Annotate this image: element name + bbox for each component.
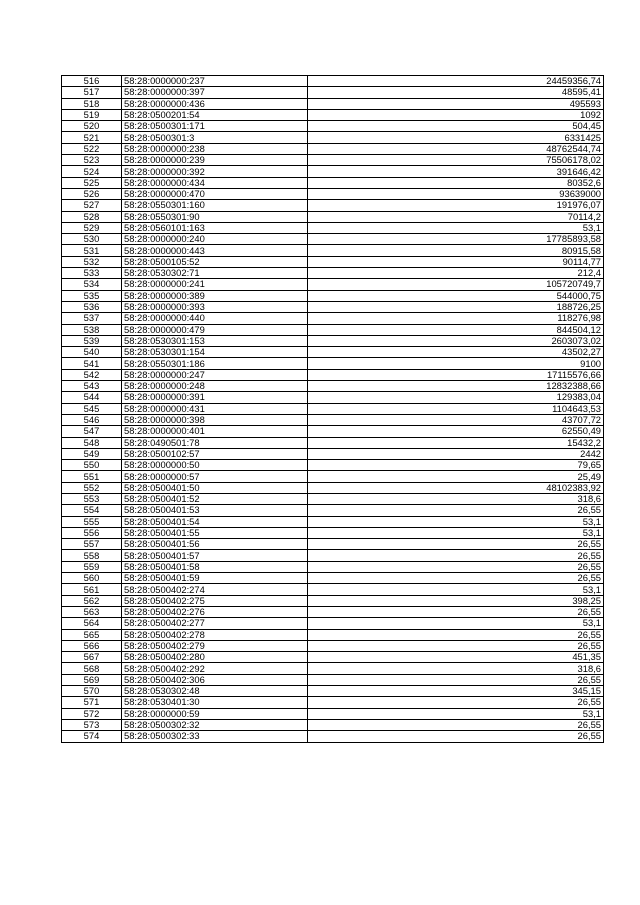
table-row: [62, 188, 604, 199]
table-row: [62, 414, 604, 425]
value-cell: 80915,58: [308, 245, 604, 256]
row-number-cell: 567: [62, 652, 122, 663]
table-row: [62, 652, 604, 663]
row-number-cell: 563: [62, 606, 122, 617]
cadastral-number-cell: 58:28:0000000:397: [122, 87, 308, 98]
table-row: [62, 347, 604, 358]
cadastral-number-cell: 58:28:0500201:54: [122, 109, 308, 120]
value-cell: 25,49: [308, 471, 604, 482]
table-row: [62, 335, 604, 346]
row-number-cell: 527: [62, 200, 122, 211]
table-row: [62, 279, 604, 290]
value-cell: 398,25: [308, 595, 604, 606]
cadastral-number-cell: 58:28:0000000:431: [122, 403, 308, 414]
table-row: [62, 200, 604, 211]
cadastral-number-cell: 58:28:0530301:154: [122, 347, 308, 358]
value-cell: 48595,41: [308, 87, 604, 98]
table-row: [62, 584, 604, 595]
cadastral-number-cell: 58:28:0490501:78: [122, 437, 308, 448]
row-number-cell: 547: [62, 426, 122, 437]
row-number-cell: 528: [62, 211, 122, 222]
row-number-cell: 538: [62, 324, 122, 335]
row-number-cell: 555: [62, 516, 122, 527]
table-row: [62, 87, 604, 98]
cadastral-number-cell: 58:28:0000000:57: [122, 471, 308, 482]
table-row: [62, 482, 604, 493]
table-row: [62, 516, 604, 527]
cadastral-number-cell: 58:28:0000000:391: [122, 392, 308, 403]
cadastral-number-cell: 58:28:0500401:52: [122, 493, 308, 504]
value-cell: 90114,77: [308, 256, 604, 267]
row-number-cell: 541: [62, 358, 122, 369]
value-cell: 544000,75: [308, 290, 604, 301]
cadastral-number-cell: 58:28:0000000:50: [122, 460, 308, 471]
value-cell: 26,55: [308, 561, 604, 572]
value-cell: 93639000: [308, 188, 604, 199]
cadastral-number-cell: 58:28:0500102:57: [122, 448, 308, 459]
cadastral-number-cell: 58:28:0000000:443: [122, 245, 308, 256]
cadastral-number-cell: 58:28:0500401:53: [122, 505, 308, 516]
table-row: [62, 369, 604, 380]
row-number-cell: 544: [62, 392, 122, 403]
cadastral-number-cell: 58:28:0560101:163: [122, 222, 308, 233]
value-cell: 26,55: [308, 505, 604, 516]
row-number-cell: 525: [62, 177, 122, 188]
cadastral-number-cell: 58:28:0500402:292: [122, 663, 308, 674]
cadastral-value-table: [61, 75, 604, 743]
row-number-cell: 518: [62, 98, 122, 109]
row-number-cell: 553: [62, 493, 122, 504]
value-cell: 43502,27: [308, 347, 604, 358]
cadastral-number-cell: 58:28:0530302:71: [122, 268, 308, 279]
row-number-cell: 557: [62, 539, 122, 550]
value-cell: 53,1: [308, 516, 604, 527]
row-number-cell: 539: [62, 335, 122, 346]
row-number-cell: 570: [62, 686, 122, 697]
value-cell: 12832388,66: [308, 381, 604, 392]
cadastral-number-cell: 58:28:0500302:33: [122, 731, 308, 742]
cadastral-number-cell: 58:28:0000000:392: [122, 166, 308, 177]
cadastral-number-cell: 58:28:0500402:306: [122, 674, 308, 685]
value-cell: 345,15: [308, 686, 604, 697]
row-number-cell: 556: [62, 527, 122, 538]
table-row: [62, 313, 604, 324]
value-cell: 26,55: [308, 731, 604, 742]
row-number-cell: 561: [62, 584, 122, 595]
row-number-cell: 574: [62, 731, 122, 742]
row-number-cell: 543: [62, 381, 122, 392]
value-cell: 53,1: [308, 708, 604, 719]
table-row: [62, 471, 604, 482]
value-cell: 6331425: [308, 132, 604, 143]
value-cell: 129383,04: [308, 392, 604, 403]
row-number-cell: 535: [62, 290, 122, 301]
table-row: [62, 493, 604, 504]
table-row: [62, 290, 604, 301]
table-row: [62, 640, 604, 651]
table-row: [62, 268, 604, 279]
table-row: [62, 731, 604, 742]
value-cell: 26,55: [308, 697, 604, 708]
value-cell: 26,55: [308, 674, 604, 685]
table-row: [62, 381, 604, 392]
value-cell: 26,55: [308, 640, 604, 651]
table-row: [62, 132, 604, 143]
value-cell: 212,4: [308, 268, 604, 279]
cadastral-number-cell: 58:28:0000000:248: [122, 381, 308, 392]
row-number-cell: 520: [62, 121, 122, 132]
row-number-cell: 573: [62, 719, 122, 730]
table-row: [62, 392, 604, 403]
cadastral-number-cell: 58:28:0500401:57: [122, 550, 308, 561]
row-number-cell: 572: [62, 708, 122, 719]
table-row: [62, 143, 604, 154]
value-cell: 504,45: [308, 121, 604, 132]
row-number-cell: 537: [62, 313, 122, 324]
value-cell: 26,55: [308, 539, 604, 550]
value-cell: 188726,25: [308, 301, 604, 312]
value-cell: 495593: [308, 98, 604, 109]
value-cell: 75506178,02: [308, 155, 604, 166]
table-row: [62, 324, 604, 335]
table-row: [62, 76, 604, 87]
row-number-cell: 540: [62, 347, 122, 358]
cadastral-number-cell: 58:28:0550301:160: [122, 200, 308, 211]
value-cell: 26,55: [308, 629, 604, 640]
value-cell: 26,55: [308, 719, 604, 730]
row-number-cell: 550: [62, 460, 122, 471]
row-number-cell: 571: [62, 697, 122, 708]
cadastral-number-cell: 58:28:0000000:238: [122, 143, 308, 154]
table-row: [62, 527, 604, 538]
row-number-cell: 532: [62, 256, 122, 267]
row-number-cell: 526: [62, 188, 122, 199]
value-cell: 80352,6: [308, 177, 604, 188]
cadastral-number-cell: 58:28:0500301:3: [122, 132, 308, 143]
value-cell: 17115576,66: [308, 369, 604, 380]
table-row: [62, 595, 604, 606]
value-cell: 118276,98: [308, 313, 604, 324]
row-number-cell: 565: [62, 629, 122, 640]
table-row: [62, 505, 604, 516]
value-cell: 53,1: [308, 222, 604, 233]
table-row: [62, 448, 604, 459]
value-cell: 15432,2: [308, 437, 604, 448]
table-row: [62, 629, 604, 640]
row-number-cell: 516: [62, 76, 122, 87]
table-body: [62, 76, 604, 743]
row-number-cell: 568: [62, 663, 122, 674]
cadastral-number-cell: 58:28:0500402:278: [122, 629, 308, 640]
value-cell: 105720749,7: [308, 279, 604, 290]
table-row: [62, 245, 604, 256]
cadastral-number-cell: 58:28:0500402:274: [122, 584, 308, 595]
cadastral-number-cell: 58:28:0500401:56: [122, 539, 308, 550]
cadastral-number-cell: 58:28:0550301:90: [122, 211, 308, 222]
row-number-cell: 521: [62, 132, 122, 143]
table-row: [62, 234, 604, 245]
value-cell: 1104643,53: [308, 403, 604, 414]
row-number-cell: 546: [62, 414, 122, 425]
value-cell: 391646,42: [308, 166, 604, 177]
row-number-cell: 549: [62, 448, 122, 459]
cadastral-number-cell: 58:28:0530301:153: [122, 335, 308, 346]
row-number-cell: 529: [62, 222, 122, 233]
row-number-cell: 552: [62, 482, 122, 493]
table-row: [62, 256, 604, 267]
value-cell: 26,55: [308, 606, 604, 617]
row-number-cell: 560: [62, 573, 122, 584]
table-row: [62, 155, 604, 166]
row-number-cell: 566: [62, 640, 122, 651]
cadastral-number-cell: 58:28:0500402:276: [122, 606, 308, 617]
row-number-cell: 551: [62, 471, 122, 482]
cadastral-number-cell: 58:28:0500402:280: [122, 652, 308, 663]
row-number-cell: 523: [62, 155, 122, 166]
value-cell: 53,1: [308, 527, 604, 538]
value-cell: 26,55: [308, 550, 604, 561]
row-number-cell: 559: [62, 561, 122, 572]
cadastral-number-cell: 58:28:0000000:393: [122, 301, 308, 312]
value-cell: 17785893,58: [308, 234, 604, 245]
table-row: [62, 437, 604, 448]
cadastral-number-cell: 58:28:0000000:247: [122, 369, 308, 380]
value-cell: 26,55: [308, 573, 604, 584]
cadastral-number-cell: 58:28:0550301:186: [122, 358, 308, 369]
table-row: [62, 222, 604, 233]
value-cell: 9100: [308, 358, 604, 369]
value-cell: 43707,72: [308, 414, 604, 425]
table-row: [62, 674, 604, 685]
table-row: [62, 211, 604, 222]
value-cell: 53,1: [308, 584, 604, 595]
row-number-cell: 519: [62, 109, 122, 120]
cadastral-number-cell: 58:28:0500105:52: [122, 256, 308, 267]
row-number-cell: 517: [62, 87, 122, 98]
row-number-cell: 534: [62, 279, 122, 290]
value-cell: 62550,49: [308, 426, 604, 437]
table-row: [62, 98, 604, 109]
table-row: [62, 663, 604, 674]
cadastral-number-cell: 58:28:0000000:59: [122, 708, 308, 719]
row-number-cell: 522: [62, 143, 122, 154]
cadastral-number-cell: 58:28:0530401:30: [122, 697, 308, 708]
row-number-cell: 554: [62, 505, 122, 516]
table-row: [62, 550, 604, 561]
table-row: [62, 561, 604, 572]
cadastral-number-cell: 58:28:0500401:50: [122, 482, 308, 493]
cadastral-number-cell: 58:28:0000000:436: [122, 98, 308, 109]
row-number-cell: 530: [62, 234, 122, 245]
table-row: [62, 426, 604, 437]
table-row: [62, 539, 604, 550]
cadastral-number-cell: 58:28:0500402:277: [122, 618, 308, 629]
table-row: [62, 573, 604, 584]
table-row: [62, 121, 604, 132]
value-cell: 2442: [308, 448, 604, 459]
cadastral-number-cell: 58:28:0500401:54: [122, 516, 308, 527]
table-row: [62, 686, 604, 697]
cadastral-number-cell: 58:28:0000000:389: [122, 290, 308, 301]
row-number-cell: 564: [62, 618, 122, 629]
value-cell: 48762544,74: [308, 143, 604, 154]
row-number-cell: 533: [62, 268, 122, 279]
value-cell: 451,35: [308, 652, 604, 663]
row-number-cell: 536: [62, 301, 122, 312]
value-cell: 53,1: [308, 618, 604, 629]
cadastral-number-cell: 58:28:0500401:59: [122, 573, 308, 584]
value-cell: 318,6: [308, 663, 604, 674]
row-number-cell: 524: [62, 166, 122, 177]
cadastral-number-cell: 58:28:0000000:240: [122, 234, 308, 245]
cadastral-number-cell: 58:28:0500401:55: [122, 527, 308, 538]
value-cell: 79,65: [308, 460, 604, 471]
row-number-cell: 558: [62, 550, 122, 561]
value-cell: 70114,2: [308, 211, 604, 222]
cadastral-number-cell: 58:28:0500302:32: [122, 719, 308, 730]
table-row: [62, 460, 604, 471]
value-cell: 24459356,74: [308, 76, 604, 87]
cadastral-number-cell: 58:28:0500401:58: [122, 561, 308, 572]
table-row: [62, 606, 604, 617]
row-number-cell: 569: [62, 674, 122, 685]
table-row: [62, 109, 604, 120]
cadastral-number-cell: 58:28:0000000:470: [122, 188, 308, 199]
cadastral-number-cell: 58:28:0000000:239: [122, 155, 308, 166]
cadastral-number-cell: 58:28:0000000:440: [122, 313, 308, 324]
row-number-cell: 531: [62, 245, 122, 256]
row-number-cell: 562: [62, 595, 122, 606]
value-cell: 191976,07: [308, 200, 604, 211]
table-row: [62, 403, 604, 414]
cadastral-number-cell: 58:28:0000000:401: [122, 426, 308, 437]
table-row: [62, 177, 604, 188]
table-row: [62, 166, 604, 177]
table-row: [62, 697, 604, 708]
cadastral-number-cell: 58:28:0000000:434: [122, 177, 308, 188]
cadastral-number-cell: 58:28:0500301:171: [122, 121, 308, 132]
table-row: [62, 719, 604, 730]
cadastral-number-cell: 58:28:0530302:48: [122, 686, 308, 697]
cadastral-number-cell: 58:28:0500402:275: [122, 595, 308, 606]
cadastral-number-cell: 58:28:0000000:398: [122, 414, 308, 425]
table-row: [62, 301, 604, 312]
row-number-cell: 548: [62, 437, 122, 448]
value-cell: 1092: [308, 109, 604, 120]
table-row: [62, 618, 604, 629]
table-row: [62, 708, 604, 719]
value-cell: 48102383,92: [308, 482, 604, 493]
value-cell: 844504,12: [308, 324, 604, 335]
row-number-cell: 545: [62, 403, 122, 414]
cadastral-number-cell: 58:28:0500402:279: [122, 640, 308, 651]
cadastral-number-cell: 58:28:0000000:479: [122, 324, 308, 335]
row-number-cell: 542: [62, 369, 122, 380]
cadastral-number-cell: 58:28:0000000:237: [122, 76, 308, 87]
value-cell: 2603073,02: [308, 335, 604, 346]
table-row: [62, 358, 604, 369]
cadastral-number-cell: 58:28:0000000:241: [122, 279, 308, 290]
value-cell: 318,6: [308, 493, 604, 504]
